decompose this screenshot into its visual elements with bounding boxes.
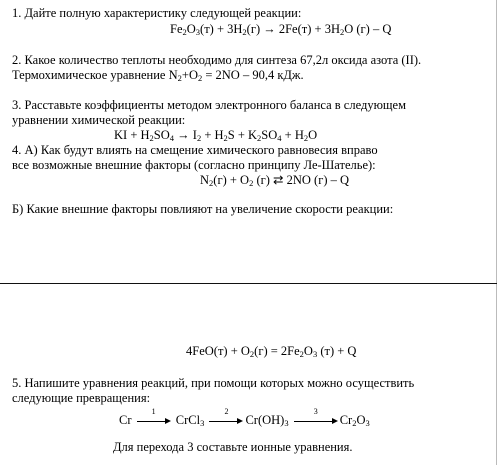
q3-equation [114,128,317,143]
q5-line1: 5. Напишите уравнения реакций, при помощи которых можно осуществить [12,376,415,390]
q3-eq-subscript: 2 [196,133,202,143]
q3-eq-text: SO [153,128,170,142]
q3-line2: уравнении химической реакции: [12,113,186,127]
q3-eq-text: + H [281,128,304,142]
q2-line2: Термохимическое уравнение $N_2+O_2 = 2NO - 90,4$ кДж. [12,68,304,83]
q4-line1: 4. А) Как будут влиять на смещение химического равновесия вправо [12,143,378,157]
arrow-2: 2 [209,415,243,427]
arrow-3: 3 [294,415,338,427]
q5-note: Для перехода 3 составьте ионные уравнения. [113,440,353,454]
q3-eq-text: + H [201,128,224,142]
q3-line1: 3. Расставьте коэффициенты методом электронного баланса в следующем [12,98,406,112]
q3-eq-text: O [308,128,318,142]
q1-title: 1. Дайте полную характеристику следующей реакции: [12,6,302,20]
q5-line2: следующие превращения: [12,391,151,405]
q3-eq-subscript: 2 [223,133,228,143]
q4-equation: $N_2(г) + O_2$ (г) ⇄ 2NO (г) – Q [200,173,350,188]
q1-equation: $Fe_2O_3(т) + 3H_2(г) \to 2Fe(т) + 3H_2O$ (г) – Q [170,22,392,37]
section-divider [0,283,497,284]
q3-eq-subscript: 4 [277,133,282,143]
q3-eq-subscript: 4 [169,133,175,143]
fe-equation: $4FeO(т) + O_2(г) = 2Fe_2O_3$ (т) + Q [186,344,357,359]
q3-eq-text: SO [261,128,278,142]
q4-part-b: Б) Какие внешние факторы повлияют на увеличение скорости реакции: [12,202,394,216]
q3-eq-text: KI + H [114,128,150,142]
q2-line1: 2. Какое количество теплоты необходимо для синтеза 67,2л оксида азота (II). [12,53,422,67]
q5-chain: Cr 1 CrCl$_3$ 2 $Cr(OH)_3$ 3 $Cr_2O_3$ [119,407,370,428]
q4-line2: все возможные внешние факторы (согласно принципу Ле-Шателье): [12,158,376,172]
q3-eq-subscript: 2 [303,133,309,143]
arrow-1: 1 [137,415,171,427]
q3-eq-text: → I [174,128,197,142]
q3-eq-subscript: 2 [149,133,154,143]
q3-eq-text: S + K [227,128,258,142]
q3-eq-subscript: 2 [257,133,262,143]
